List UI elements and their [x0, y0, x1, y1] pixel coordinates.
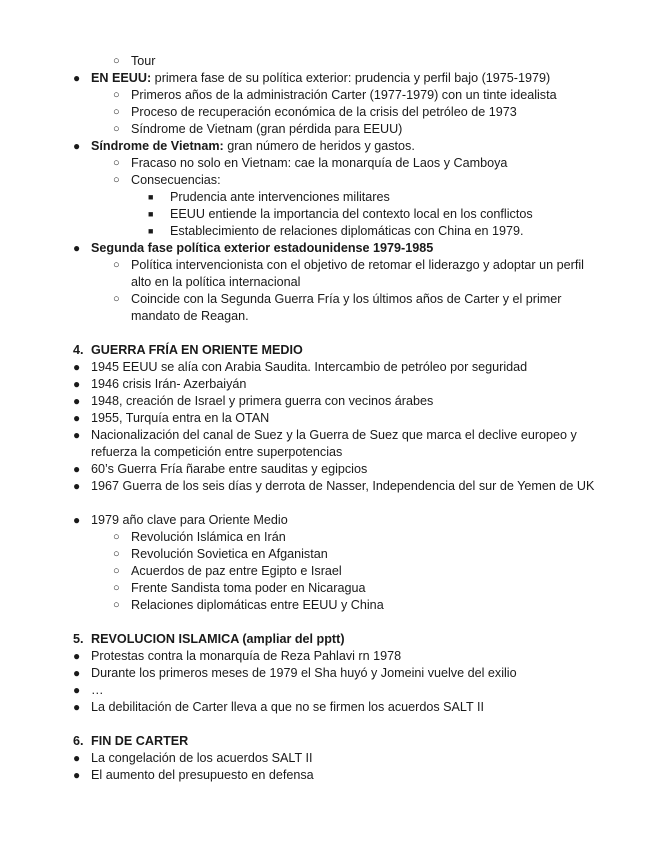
list-item: ● Nacionalización del canal de Suez y la Guerra de Suez que marca el declive europeo y refuerza la competición entre superpotencias: [73, 428, 577, 459]
list-item: ○ Política intervencionista con el objetivo de retomar el liderazgo y adoptar un perfil alto en la política internacional: [113, 258, 584, 289]
bullet-hollow: ○: [113, 55, 120, 67]
list-item-text: EN EEUU: primera fase de su política exterior: prudencia y perfil bajo (1975-1979): [91, 71, 551, 85]
bullet-filled: ●: [73, 71, 81, 85]
label-bold: EN EEUU:: [91, 71, 152, 85]
list-item: ○ Coincide con la Segunda Guerra Fría y los últimos años de Carter y el primer mandato de Reagan.: [113, 292, 562, 323]
list-item: ● 1967 Guerra de los seis días y derrota de Nasser, Independencia del sur de Yemen de UK: [73, 479, 595, 493]
bullet-square: ■: [148, 192, 154, 202]
section-title: FIN DE CARTER: [91, 734, 189, 748]
section-title: REVOLUCION ISLAMICA (ampliar del pptt): [91, 632, 345, 646]
label-bold: Síndrome de Vietnam:: [91, 139, 224, 153]
section-title: GUERRA FRÍA EN ORIENTE MEDIO: [91, 343, 303, 357]
document-page: ○ Tour ● EN EEUU: primera fase de su política exterior: prudencia y perfil bajo (1975-1979) ○ Primeros años de la administración Carter (1977-1979) con un tinte idealista ○ Proceso de recuperación económica de la crisis del petróleo de 1973 ○ Síndrome de Vietnam (gran pérdida para EEUU) ● Síndrome de Vietnam: gran número de heridos y gastos. ○ Fracaso no solo en Vietnam: cae la monarquía de Laos y Camboya ○ Consecuencias: ■ Prudencia ante intervenciones militares ■ EEUU entiende la importancia del contexto local en los conflictos ■ Establecimiento de relaciones diplomáticas con China en 1979. ● Segunda fase política exterior estadounidense 1979-1985 ○ Política intervencionista con el objetivo de retomar el liderazgo y adoptar un perfil alto en la política internacional ○ Coincide con la Segunda Guerra Fría y los últimos años de Carter y el primer mandato de Reagan. 4. GUERRA FRÍA EN ORIENTE MEDIO ● 1945 EEUU se alía con Arabia Saudita. Intercambio de petróleo por seguridad ● 1946 crisis Irán- Azerbaiyán ● 1948, creación de Israel y primera guerra con vecinos árabes ● 1955, Turquía entra en la OTAN ● Nacionalización del canal de Suez y la Guerra de Suez que marca el declive europeo y refuerza la competición entre superpotencias ● 60’s Guerra Fría ñarabe entre sauditas y egipcios ● 1967 Guerra de los seis días y derrota de Nasser, Independencia del sur de Yemen de UK ● 1979 año clave para Oriente Medio ○ Revolución Islámica en Irán ○ Revolución Sovietica en Afganistan ○ Acuerdos de paz entre Egipto e Israel ○ Frente Sandista toma poder en Nicaragua ○ Relaciones diplomáticas entre EEUU y China 5. REVOLUCION ISLAMICA (ampliar del pptt) ● Protestas contra la monarquía de Reza Pahlavi rn 1978 ● Durante los primeros meses de 1979 el Sha huyó y Jomeini vuelve del exilio ● … ● La debilitación de Carter lleva a que no se firmen los acuerdos SALT II 6. FIN DE CARTER ● La congelación de los acuerdos SALT II ● El aumento del presupuesto en defensa: [0, 0, 655, 848]
list-item-text: Tour: [131, 54, 156, 68]
